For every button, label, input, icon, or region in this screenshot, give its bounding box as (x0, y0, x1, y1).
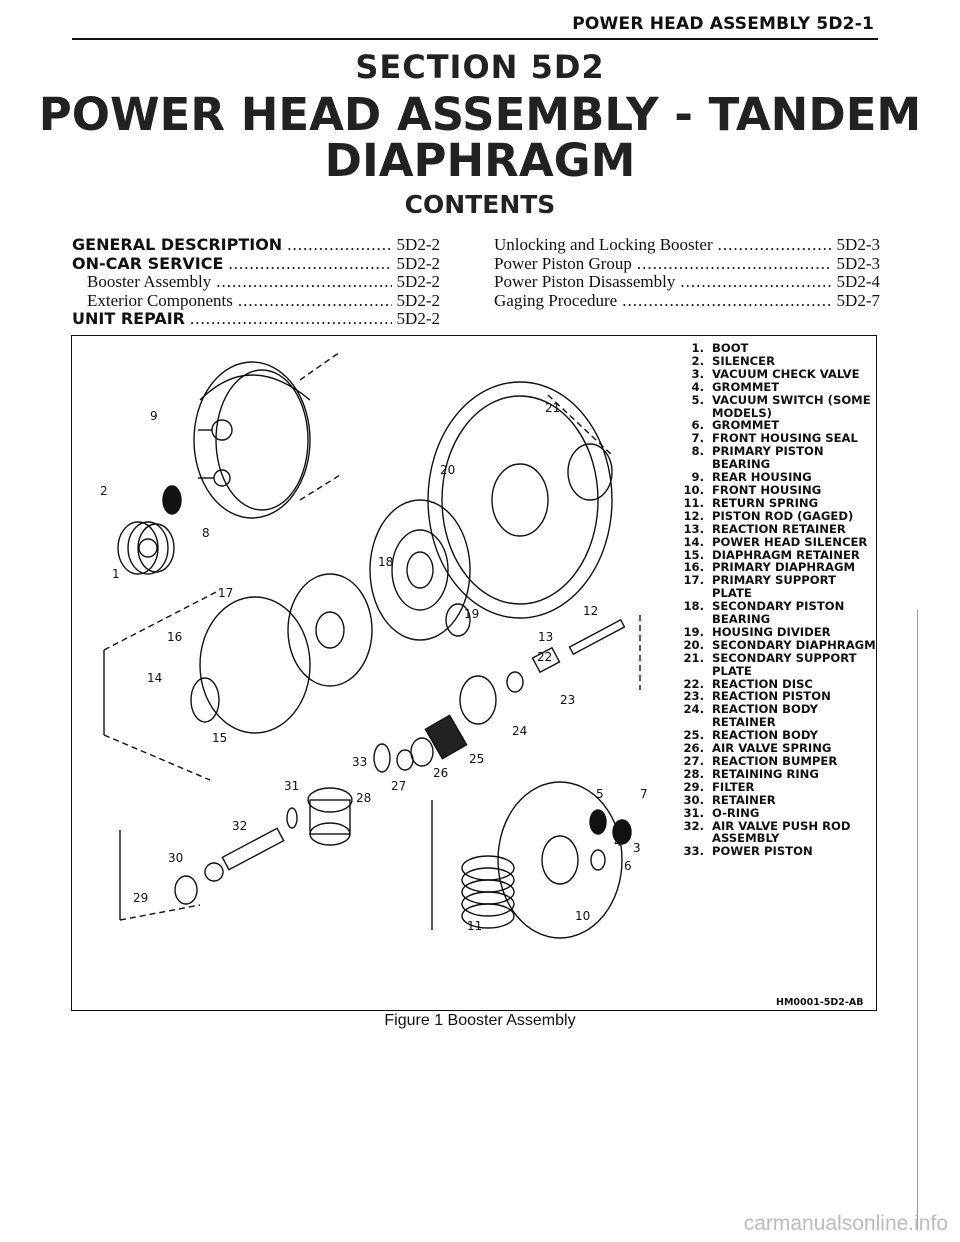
legend-number: 28. (683, 766, 704, 781)
legend-text: REACTION PISTON (712, 689, 831, 704)
legend-item (676, 381, 876, 394)
legend-number: 22. (683, 676, 704, 691)
legend-text: DIAPHRAGM RETAINER (712, 547, 860, 562)
toc-entry-label: Unlocking and Locking Booster (494, 235, 713, 254)
callout-number: 28 (356, 791, 372, 805)
legend-number: 32. (683, 818, 704, 833)
callout-number: 2 (100, 484, 108, 498)
legend-text: PISTON ROD (GAGED) (712, 508, 854, 523)
legend-number: 31. (683, 805, 704, 820)
callout-number: 16 (167, 630, 183, 644)
parts-legend (676, 342, 876, 858)
legend-text: SILENCER (712, 353, 776, 368)
callout-number: 27 (391, 779, 407, 793)
legend-item (676, 652, 876, 678)
return-spring-drawing (432, 782, 631, 938)
legend-item (676, 768, 876, 781)
legend-text: REACTION DISC (712, 676, 813, 691)
callout-number: 24 (512, 724, 528, 738)
legend-number: 33. (683, 844, 704, 859)
legend-number: 23. (683, 689, 704, 704)
legend-number: 7. (691, 431, 704, 446)
legend-number: 26. (683, 741, 704, 756)
legend-text: POWER HEAD SILENCER (712, 534, 868, 549)
callout-number: 23 (560, 693, 576, 707)
legend-number: 3. (691, 366, 704, 381)
callout-number: 18 (378, 555, 394, 569)
legend-item (676, 755, 876, 768)
callout-number: 3 (633, 841, 641, 855)
legend-text: VACUUM SWITCH (SOME MODELS) (712, 392, 871, 420)
legend-item (676, 574, 876, 600)
legend-text: SECONDARY PISTON BEARING (712, 599, 845, 627)
legend-item (676, 626, 876, 639)
toc-entry-label: UNIT REPAIR (72, 309, 185, 328)
legend-item (676, 445, 876, 471)
legend-item (676, 342, 876, 355)
legend-item (676, 845, 876, 858)
legend-text: AIR VALVE PUSH ROD ASSEMBLY (712, 818, 851, 846)
callout-number: 15 (212, 731, 228, 745)
legend-number: 4. (691, 379, 704, 394)
legend-item (676, 355, 876, 368)
legend-number: 8. (691, 444, 704, 459)
legend-number: 21. (683, 650, 704, 665)
toc-entry-page: 5D2-2 (396, 309, 440, 328)
legend-text: REAR HOUSING (712, 470, 812, 485)
callout-number: 13 (538, 630, 554, 644)
legend-item (676, 523, 876, 536)
callout-number: 5 (596, 787, 604, 801)
rear-housing-drawing (194, 352, 340, 518)
title-line-1: POWER HEAD ASSEMBLY - TANDEM (38, 88, 922, 141)
callout-number: 22 (537, 650, 553, 664)
legend-number: 30. (683, 792, 704, 807)
margin-rule (917, 610, 918, 1230)
callout-number: 8 (202, 526, 210, 540)
legend-item (676, 510, 876, 523)
legend-text: REACTION BODY RETAINER (712, 702, 819, 730)
legend-number: 13. (683, 521, 704, 536)
toc-entry-label: GENERAL DESCRIPTION (72, 235, 283, 254)
legend-number: 15. (683, 547, 704, 562)
housing-divider-drawing (370, 500, 470, 640)
legend-item (676, 536, 876, 549)
toc-entry-label: Exterior Components (87, 290, 233, 310)
toc-entry-page: 5D2-7 (836, 290, 880, 310)
toc-entry-label: ON-CAR SERVICE (72, 253, 224, 273)
reaction-body-drawing (397, 715, 467, 770)
callout-number: 19 (464, 607, 480, 621)
legend-item (676, 368, 876, 381)
figure-code: HM0001-5D2-AB (776, 997, 864, 1008)
toc-entry-page: 5D2-2 (396, 253, 440, 273)
legend-item (676, 820, 876, 846)
air-valve-push-rod-drawing (120, 744, 390, 920)
callout-number: 30 (168, 851, 184, 865)
callout-number: 20 (440, 463, 456, 477)
legend-item (676, 497, 876, 510)
contents-heading: CONTENTS (404, 190, 556, 219)
legend-text: RETAINING RING (712, 766, 819, 781)
callout-number: 26 (433, 766, 449, 780)
legend-item (676, 807, 876, 820)
legend-item (676, 600, 876, 626)
legend-number: 27. (683, 754, 704, 768)
legend-number: 5. (691, 392, 704, 407)
toc-entry-page: 5D2-3 (836, 235, 880, 254)
callout-number: 10 (575, 909, 591, 923)
legend-item (676, 703, 876, 729)
legend-number: 17. (683, 573, 704, 588)
legend-number: 16. (683, 560, 704, 575)
legend-text: PRIMARY DIAPHRAGM (712, 560, 856, 575)
callout-number: 17 (218, 586, 234, 600)
toc-entry-page: 5D2-2 (396, 235, 440, 254)
legend-text: GROMMET (712, 418, 780, 433)
callout-number: 12 (583, 604, 599, 618)
legend-text: SECONDARY DIAPHRAGM (712, 637, 876, 652)
legend-number: 1. (691, 341, 704, 355)
legend-text: BOOT (712, 341, 749, 355)
legend-text: O-RING (712, 805, 760, 820)
legend-number: 25. (683, 728, 704, 743)
legend-text: GROMMET (712, 379, 780, 394)
toc-entry-label: Power Piston Disassembly (494, 272, 676, 291)
toc-entry-page: 5D2-2 (396, 272, 440, 291)
legend-number: 12. (683, 508, 704, 523)
callout-number: 7 (640, 787, 648, 801)
watermark: carmanualsonline.info (743, 1212, 948, 1235)
legend-number: 19. (683, 624, 704, 639)
toc-entry-label: Power Piston Group (494, 253, 632, 273)
title-line-2: DIAPHRAGM (324, 134, 636, 187)
callout-number: 25 (469, 752, 485, 766)
legend-text: REACTION BODY (712, 728, 819, 743)
front-housing-drawing (428, 382, 612, 618)
figure-caption: Figure 1 Booster Assembly (384, 1012, 576, 1029)
legend-number: 24. (683, 702, 704, 717)
legend-number: 20. (683, 637, 704, 652)
legend-text: REACTION RETAINER (712, 521, 846, 536)
toc-entry-label: Booster Assembly (87, 272, 212, 291)
legend-item (676, 394, 876, 420)
section-heading: SECTION 5D2 (355, 48, 605, 86)
legend-number: 9. (691, 470, 704, 485)
toc-entry-page: 5D2-4 (836, 272, 880, 291)
legend-text: RETAINER (712, 792, 776, 807)
running-head: POWER HEAD ASSEMBLY 5D2-1 (572, 14, 874, 34)
legend-text: POWER PISTON (712, 844, 813, 859)
callout-number: 6 (624, 859, 632, 873)
toc-entry-page: 5D2-2 (396, 290, 440, 310)
legend-item (676, 781, 876, 794)
primary-diaphragm-drawing (104, 574, 372, 780)
callout-number: 11 (467, 919, 483, 933)
legend-number: 29. (683, 779, 704, 794)
legend-text: SECONDARY SUPPORT PLATE (712, 650, 857, 678)
legend-text: REACTION BUMPER (712, 754, 838, 768)
legend-text: FRONT HOUSING (712, 482, 822, 497)
legend-text: AIR VALVE SPRING (712, 741, 832, 756)
callout-number: 14 (147, 671, 163, 685)
legend-text: HOUSING DIVIDER (712, 624, 831, 639)
legend-text: VACUUM CHECK VALVE (712, 366, 860, 381)
callout-number: 1 (112, 567, 120, 581)
legend-text: RETURN SPRING (712, 495, 819, 510)
legend-text: PRIMARY PISTON BEARING (712, 444, 824, 472)
toc-entry-page: 5D2-3 (836, 253, 880, 273)
legend-number: 2. (691, 353, 704, 368)
legend-text: FILTER (712, 779, 755, 794)
legend-number: 11. (683, 495, 704, 510)
callout-number: 31 (284, 779, 300, 793)
callout-number: 32 (232, 819, 248, 833)
legend-number: 18. (683, 599, 704, 614)
legend-text: PRIMARY SUPPORT PLATE (712, 573, 836, 601)
legend-number: 6. (691, 418, 704, 433)
legend-item (676, 639, 876, 652)
legend-item (676, 794, 876, 807)
callout-number: 4 (614, 835, 622, 849)
boot-drawing (118, 486, 181, 574)
legend-number: 10. (683, 482, 704, 497)
callout-number: 9 (150, 409, 158, 423)
legend-text: FRONT HOUSING SEAL (712, 431, 858, 446)
legend-item (676, 484, 876, 497)
toc-entry-label: Gaging Procedure (494, 290, 618, 310)
callout-number: 21 (545, 401, 561, 415)
legend-number: 14. (683, 534, 704, 549)
callout-number: 29 (133, 891, 149, 905)
callout-number: 33 (352, 755, 368, 769)
